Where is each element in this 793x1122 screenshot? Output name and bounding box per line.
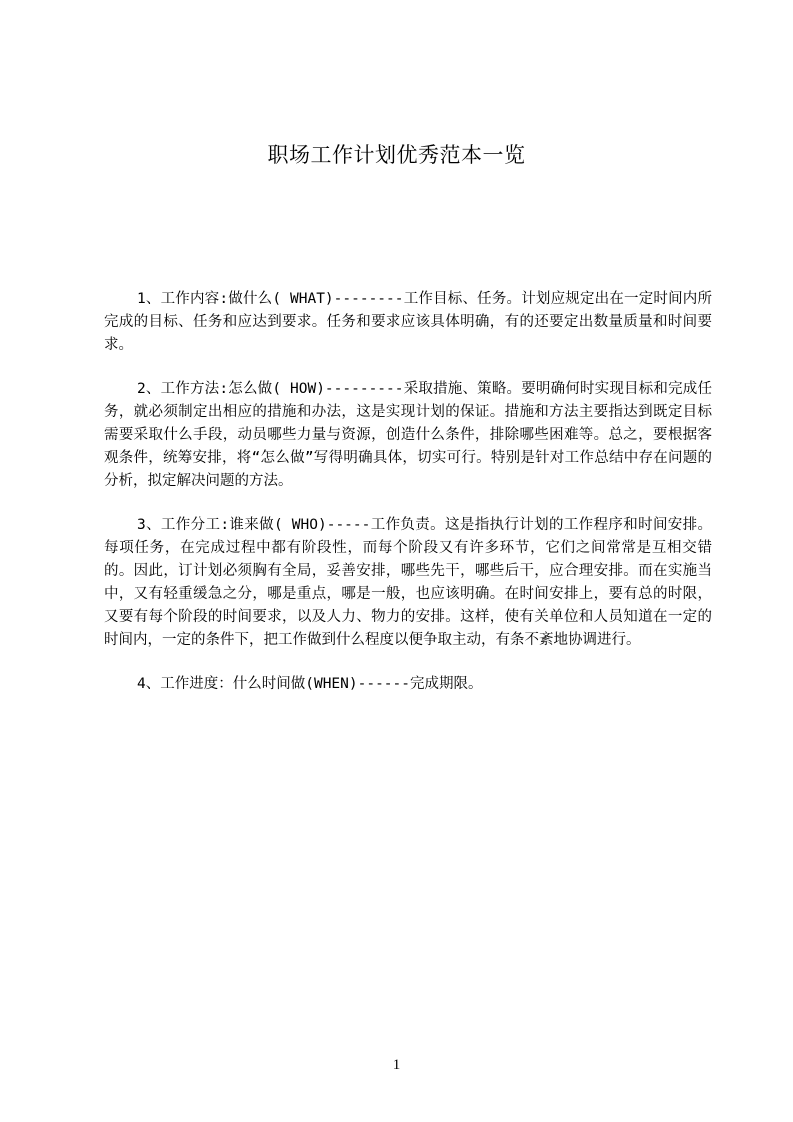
paragraph-work-division: 3、工作分工:谁来做( WHO)-----工作负责。这是指执行计划的工作程序和时间安排。每项任务，在完成过程中都有阶段性，而每个阶段又有许多环节，它们之间常常是互相交错的。因此，订计划必须胸有全局，妥善安排，哪些先干，哪些后干，应合理安排。而在实施当中，又有轻重缓急之分，哪是重点，哪是一般，也应该明确。在时间安排上，要有总的时限，又要有每个阶段的时间要求，以及人力、物力的安排。这样，使有关单位和人员知道在一定的时间内，一定的条件下，把工作做到什么程度以便争取主动，有条不紊地协调进行。 bbox=[104, 517, 712, 648]
paragraph-work-method: 2、工作方法:怎么做( HOW)---------采取措施、策略。要明确何时实现目标和完成任务，就必须制定出相应的措施和办法，这是实现计划的保证。措施和方法主要指达到既定目标需要采取什么手段，动员哪些力量与资源，创造什么条件，排除哪些困难等。总之，要根据客观条件，统筹安排，将“怎么做”写得明确具体，切实可行。特别是针对工作总结中存在问题的分析，拟定解决问题的方法。 bbox=[104, 381, 712, 489]
page-title: 职场工作计划优秀范本一览 bbox=[267, 143, 526, 167]
paragraph-work-content: 1、工作内容:做什么( WHAT)--------工作目标、任务。计划应规定出在一定时间内所完成的目标、任务和应达到要求。任务和要求应该具体明确，有的还要定出数量质量和时间要求。 bbox=[104, 291, 712, 353]
page-number: 1 bbox=[392, 1057, 401, 1073]
document-body bbox=[104, 288, 712, 717]
paragraph-work-schedule: 4、工作进度：什么时间做(WHEN)------完成期限。 bbox=[137, 676, 483, 692]
